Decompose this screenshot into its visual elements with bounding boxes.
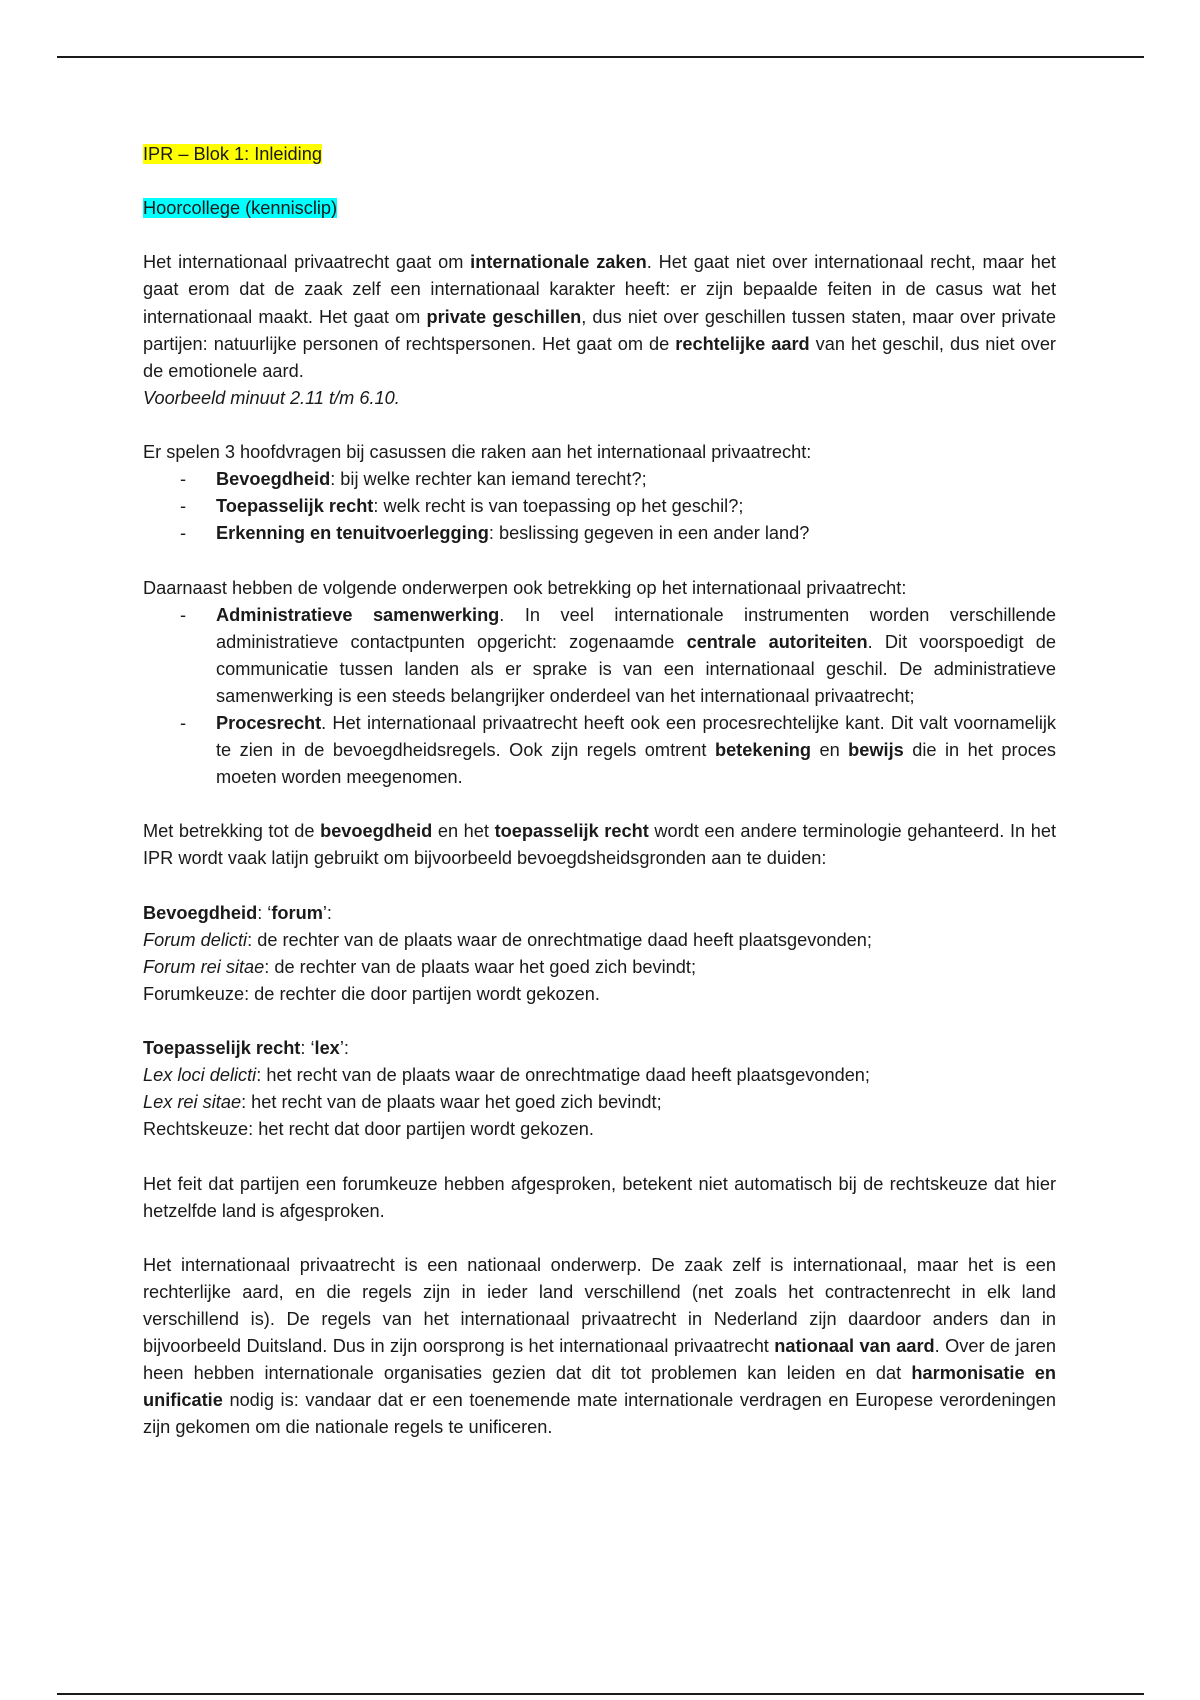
terminology-bold: bevoegdheid (320, 821, 433, 842)
forum-line (143, 954, 1056, 981)
lex-line: Rechtskeuze: het recht dat door partijen wordt gekozen. (143, 1119, 594, 1140)
intro-text-3: , dus niet over geschillen tussen staten, maar over private partijen: natuurlijke personen of rechtspersonen. Het gaat om de (143, 306, 1056, 354)
subjects-lead: Daarnaast hebben de volgende onderwerpen ook betrekking op het internationaal privaatrecht: (143, 577, 907, 598)
section-heading (143, 195, 1056, 222)
questions-lead: Er spelen 3 hoofdvragen bij casussen die raken aan het internationaal privaatrecht: (143, 442, 812, 463)
header-rule (57, 56, 1144, 58)
document-title (143, 141, 1056, 168)
definition-text: : het recht van de plaats waar het goed zich bevindt; (241, 1092, 662, 1113)
national-text: Het internationaal privaatrecht is een nationaal onderwerp. De zaak zelf is internationaal, maar het is een rechterlijke aard, en die regels zijn in ieder land verschillend (net zoals het contractenrecht in elk land verschillend is). De regels van het internationaal privaatrecht in Nederland zijn daardoor anders dan in bijvoorbeeld Duitsland. Dus in zijn oorsprong is het internationaal privaatrecht (143, 1254, 1056, 1357)
intro-bold-3: rechtelijke aard (675, 333, 810, 354)
latin-term: Forum delicti (143, 929, 248, 950)
intro-text-4: van het geschil, dus niet over de emotionele aard. (143, 333, 1056, 381)
definition-text: : het recht van de plaats waar de onrechtmatige daad heeft plaatsgevonden; (256, 1065, 870, 1086)
intro-paragraph (143, 249, 1056, 384)
question-term: Toepasselijk recht (216, 496, 374, 517)
subject-term: Procesrecht (216, 712, 322, 733)
lex-line (143, 1062, 1056, 1089)
terminology-text: Met betrekking tot de (143, 821, 321, 842)
question-term: Bevoegdheid (216, 469, 331, 490)
question-text: : welk recht is van toepassing op het geschil?; (373, 496, 744, 517)
title-highlight: IPR – Blok 1: Inleiding (143, 144, 322, 164)
definition-text: : de rechter van de plaats waar het goed zich bevindt; (264, 956, 697, 977)
example-text: Voorbeeld minuut 2.11 t/m 6.10. (143, 387, 400, 408)
national-paragraph (143, 1252, 1056, 1442)
national-bold: harmonisatie en unificatie (143, 1363, 1056, 1411)
intro-text-2: . Het gaat niet over internationaal recht, maar het gaat erom dat de zaak zelf een internationaal karakter heeft: er zijn bepaalde feiten in de casus wat het internationaal maakt. Het gaat om (143, 252, 1056, 327)
intro-bold-2: private geschillen (426, 306, 582, 327)
forum-heading-word: forum (271, 902, 323, 923)
lex-line (143, 1089, 1056, 1116)
footer-rule (57, 1693, 1144, 1695)
terminology-bold: toepasselijk recht (494, 821, 649, 842)
forumkeuze-paragraph: Het feit dat partijen een forumkeuze hebben afgesproken, betekent niet automatisch bij de rechtskeuze dat hier hetzelfde land is afgesproken. (143, 1173, 1056, 1221)
forum-heading-end: ’: (322, 902, 332, 923)
lex-heading-word: lex (314, 1038, 340, 1059)
latin-term: Forum rei sitae (143, 956, 265, 977)
terminology-text: wordt een andere terminologie gehanteerd. In het IPR wordt vaak latijn gebruikt om bijvoorbeeld bevoegdsheidsgronden aan te duiden: (143, 821, 1056, 869)
subject-text: die in het proces moeten worden meegenomen. (216, 740, 1056, 788)
terminology-text: en het (432, 821, 495, 842)
example-note (143, 385, 1056, 412)
list-item (216, 602, 1056, 710)
intro-bold-1: internationale zaken (470, 252, 647, 273)
subjects-list (143, 602, 1056, 792)
list-item (216, 520, 1056, 547)
list-item (216, 466, 1056, 493)
intro-text-1: Het internationaal privaatrecht gaat om (143, 252, 471, 273)
subject-term: Administratieve samenwerking (216, 604, 500, 625)
subtitle-highlight: Hoorcollege (kennisclip) (143, 198, 338, 219)
question-text: : bij welke rechter kan iemand terecht?; (330, 469, 647, 490)
national-text: . Over de jaren heen hebben internationale organisaties gezien dat dit tot problemen kan leiden en dat (143, 1336, 1056, 1384)
question-term: Erkenning en tenuitvoerlegging (216, 523, 489, 544)
terminology-paragraph (143, 818, 1056, 872)
forum-heading-sep: : ‘ (257, 902, 272, 923)
latin-term: Lex loci delicti (143, 1065, 257, 1086)
lex-heading (143, 1035, 1056, 1062)
forum-heading-term: Bevoegdheid (143, 902, 258, 923)
subject-bold: bewijs (848, 740, 904, 761)
lex-heading-end: ’: (339, 1038, 349, 1059)
forum-line: Forumkeuze: de rechter die door partijen wordt gekozen. (143, 983, 600, 1004)
subject-bold: betekening (714, 740, 811, 761)
subject-text: . In veel internationale instrumenten worden verschillende administratieve contactpunten opgericht: zogenaamde (216, 604, 1056, 652)
subject-text: . Dit voorspoedigt de communicatie tussen landen als er sprake is van een internationaal geschil. De administratieve samenwerking is een steeds belangrijker onderdeel van het internationaal privaatrecht; (216, 631, 1056, 706)
national-text: nodig is: vandaar dat er een toenemende mate internationale verdragen en Europese verordeningen zijn gekomen om die nationale regels te unificeren. (143, 1390, 1056, 1438)
forum-line (143, 927, 1056, 954)
subject-text: . Het internationaal privaatrecht heeft ook een procesrechtelijke kant. Dit valt voornamelijk te zien in de bevoegdheidsregels. Ook zijn regels omtrent (216, 712, 1056, 761)
question-text: : beslissing gegeven in een ander land? (488, 523, 810, 544)
subject-text: en (810, 740, 849, 761)
lex-heading-sep: : ‘ (300, 1038, 315, 1059)
list-item (216, 710, 1056, 791)
document-body (143, 141, 1056, 1442)
latin-term: Lex rei sitae (143, 1092, 242, 1113)
subject-bold: centrale autoriteiten (686, 631, 868, 652)
definition-text: : de rechter van de plaats waar de onrechtmatige daad heeft plaatsgevonden; (247, 929, 872, 950)
national-bold: nationaal van aard (774, 1336, 935, 1357)
lex-heading-term: Toepasselijk recht (143, 1038, 301, 1059)
forum-heading (143, 900, 1056, 927)
list-item (216, 493, 1056, 520)
questions-list (143, 466, 1056, 547)
